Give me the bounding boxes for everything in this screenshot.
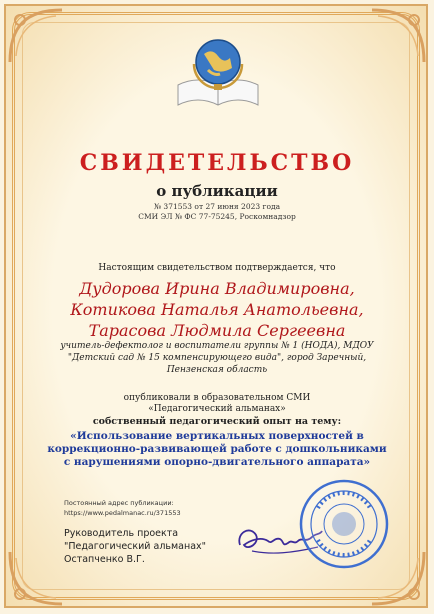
publication-url[interactable]: https://www.pedalmanac.ru/371553 — [64, 509, 181, 517]
corner-ornament-icon — [6, 6, 66, 66]
media-registration: СМИ ЭЛ № ФС 77-75245, Роскомнадзор — [138, 212, 296, 221]
signer-block — [64, 527, 206, 566]
position-line: учитель-дефектолог и воспитатели группы № 1 (НОДА), МДОУ — [60, 341, 374, 351]
position-line: Пензенская область — [166, 365, 268, 375]
signer-role: Руководитель проекта — [64, 528, 179, 539]
position-line: "Детский сад № 15 компенсирующего вида", город Заречный, — [67, 353, 367, 363]
topic-line: коррекционно-развивающей работе с дошкольниками — [47, 443, 387, 455]
topic-line: «Использование вертикальных поверхностей в — [70, 430, 364, 442]
certificate-title: СВИДЕТЕЛЬСТВО — [79, 150, 355, 176]
corner-ornament-icon — [368, 6, 428, 66]
registration-number: № 371553 от 27 июня 2023 года — [153, 202, 281, 211]
media-name: «Педагогический альманах» — [148, 404, 286, 414]
confirm-text: Настоящим свидетельством подтверждается, что — [98, 263, 336, 273]
experience-line: собственный педагогический опыт на тему: — [92, 416, 342, 427]
corner-ornament-icon — [6, 548, 66, 608]
publication-url-block — [64, 498, 181, 518]
official-stamp-seal — [298, 478, 390, 570]
author-name: Тарасова Людмила Сергеевна — [88, 321, 346, 340]
url-label: Постоянный адрес публикации: — [64, 499, 174, 507]
author-names — [0, 278, 434, 341]
published-in — [0, 393, 434, 415]
topic-line: с нарушениями опорно-двигательного аппарата» — [63, 456, 371, 468]
certificate-subtitle: о публикации — [156, 182, 278, 200]
author-position — [0, 340, 434, 376]
author-name: Котикова Наталья Анатольевна, — [70, 300, 364, 319]
signer-project: "Педагогический альманах" — [64, 541, 207, 552]
author-name: Дудорова Ирина Владимировна, — [79, 279, 355, 298]
signer-name: Остапченко В.Г. — [64, 554, 145, 565]
publication-topic — [0, 430, 434, 469]
published-line: опубликовали в образовательном СМИ — [123, 393, 311, 403]
globe-book-emblem-icon — [168, 30, 268, 120]
